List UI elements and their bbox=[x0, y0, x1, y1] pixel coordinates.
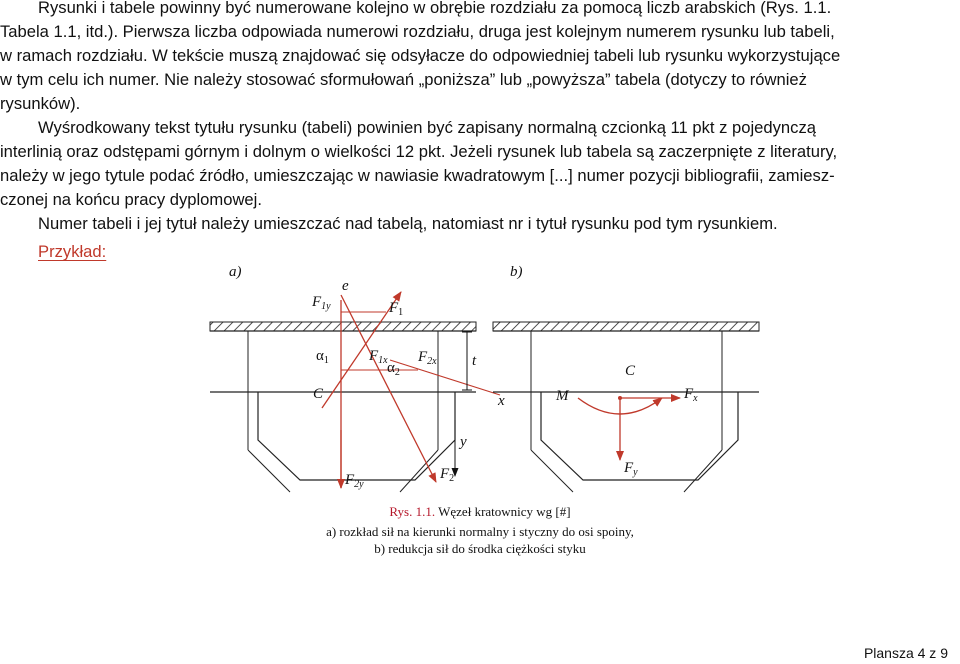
label-x: x bbox=[498, 393, 505, 409]
example-heading: Przykład: bbox=[38, 242, 107, 261]
figure-caption-title: Rys. 1.1. Węzeł kratownicy wg [#] bbox=[389, 504, 571, 519]
label-c-b: C bbox=[625, 363, 636, 379]
chord-hatch-a bbox=[210, 322, 476, 331]
panel-b-label: b) bbox=[510, 264, 523, 280]
label-f1x: $F_{1x}$ bbox=[369, 348, 388, 366]
label-y: y bbox=[460, 434, 467, 450]
text-line-5: rysunków). bbox=[0, 94, 81, 113]
text-line-8: należy w jego tytule podać źródło, umieszczając w nawiasie kwadratowym [...] numer pozycji bibliografii, zamiesz- bbox=[0, 166, 835, 185]
text-line-7: interlinią oraz odstępami górnym i dolnym o wielkości 12 pkt. Jeżeli rysunek lub tabela są zaczerpnięte z literatury, bbox=[0, 142, 838, 161]
label-alpha1: $\alpha_1$ bbox=[316, 348, 329, 366]
label-fx: $F_x$ bbox=[684, 386, 698, 404]
text-line-6: Wyśrodkowany tekst tytułu rysunku (tabeli) powinien być zapisany normalną czcionką 11 pkt z pojedynczą bbox=[38, 118, 816, 137]
panel-b bbox=[493, 322, 759, 492]
panel-a-label: a) bbox=[229, 264, 242, 280]
page-counter: Plansza 4 z 9 bbox=[863, 645, 948, 661]
label-f1: $F_1$ bbox=[389, 300, 404, 318]
text-line-9: czonej na końcu pracy dyplomowej. bbox=[0, 190, 262, 209]
figure-caption-line-2: a) rozkład sił na kierunki normalny i styczny do osi spoiny, bbox=[326, 524, 634, 539]
gusset-plate-a bbox=[258, 392, 455, 480]
label-f2x: $F_{2x}$ bbox=[418, 349, 437, 367]
label-f2y: $F_{2y}$ bbox=[345, 472, 364, 490]
label-t: t bbox=[472, 353, 477, 369]
label-m: M bbox=[556, 388, 569, 404]
label-c-a: C bbox=[313, 386, 324, 402]
text-line-2: Tabela 1.1, itd.). Pierwsza liczba odpowiada numerowi rozdziału, druga jest kolejnym numerem rysunku lub tabeli, bbox=[0, 22, 835, 41]
gusset-plate-b bbox=[541, 392, 738, 480]
text-line-4: w tym celu ich numer. Nie należy stosować sformułowań „poniższa” lub „powyższa” tabela (dotyczy to również bbox=[0, 70, 807, 89]
panel-a bbox=[210, 278, 505, 492]
chord-hatch-b bbox=[493, 322, 759, 331]
label-fy: $F_y$ bbox=[624, 460, 638, 478]
text-line-1: Rysunki i tabele powinny być numerowane kolejno w obrębie rozdziału za pomocą liczb arabskich (Rys. 1.1. bbox=[38, 0, 832, 17]
text-line-3: w ramach rozdziału. W tekście muszą znajdować się odsyłacze do odpowiedniej tabeli lub rysunku wykorzystujące bbox=[0, 46, 841, 65]
label-f2: $F_2$ bbox=[440, 466, 455, 484]
figure-caption-line-3: b) redukcja sił do środka ciężkości styku bbox=[374, 541, 586, 556]
label-e: e bbox=[342, 278, 349, 294]
label-f1y: $F_{1y}$ bbox=[312, 294, 331, 312]
label-alpha2: $\alpha_2$ bbox=[387, 360, 400, 378]
text-line-10: Numer tabeli i jej tytuł należy umieszczać nad tabelą, natomiast nr i tytuł rysunku pod tym rysunkiem. bbox=[38, 214, 778, 233]
